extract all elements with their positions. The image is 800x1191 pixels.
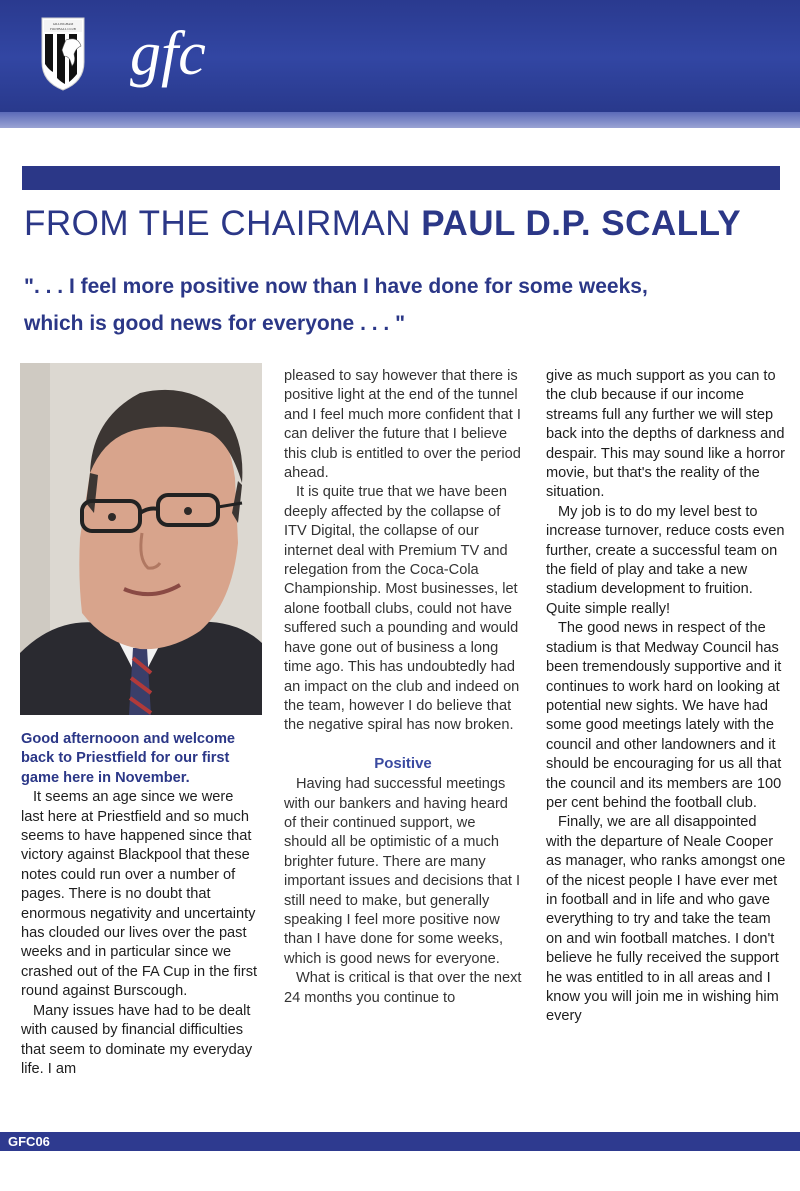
title-name: PAUL D.P. SCALLY (421, 204, 742, 243)
paragraph: Having had successful meetings with our bankers and having heard of their continued support, we should all be optimistic of a much brighter future. There are many important issues and decisions that I still need to make, but generally speaking I feel more positive now than I have done for some weeks, which is good news for everyone. (284, 776, 521, 967)
paragraph: It is quite true that we have been deeply affected by the collapse of ITV Digital, the collapse of our internet deal with Premium TV and relegation from the Coca-Cola Championship. Most businesses, let alone football clubs, could not have suffered such a pounding and would have gone out of business a long time ago. This has undoubtedly had an impact on the club and indeed on the team, however I do believe that the negative spiral has now broken. (284, 484, 520, 734)
section-subheading: Positive (374, 754, 432, 772)
title-prefix: FROM THE CHAIRMAN (24, 204, 422, 243)
paragraph: Many issues have had to be dealt with caused by financial difficulties that seem to dominate my everyday life. I am (21, 1002, 253, 1077)
footer-band (0, 1132, 800, 1151)
club-crest-logo (40, 16, 86, 92)
paragraph: What is critical is that over the next 24 months you continue to (284, 970, 522, 1006)
title-rule (22, 166, 780, 190)
paragraph: give as much support as you can to the club because if our income streams full any further we will step back into the depths of darkness and despair. This may sound like a horror movie, but that's the reality of the situation. (546, 368, 786, 501)
page-title (24, 202, 784, 246)
intro-lead: Good afternooon and welcome back to Priestfield for our first game here in November. (21, 731, 236, 786)
svg-text:FOOTBALL CLUB: FOOTBALL CLUB (50, 27, 76, 31)
page-number: GFC06 (8, 1134, 50, 1149)
gfc-script-logo (128, 14, 248, 96)
chairman-photo (20, 363, 262, 715)
paragraph: My job is to do my level best to increase turnover, reduce costs even further, create a successful team on the field of play and take a new stadium development to fruition. Quite simple really! (546, 503, 785, 617)
portrait-image (20, 363, 262, 715)
svg-text:gfc: gfc (130, 20, 206, 88)
column-3 (546, 367, 786, 1027)
paragraph: It seems an age since we were last here at Priestfield and so much seems to have happened since that victory against Blackpool that these notes could run over a number of pages. There is no doubt that enormous negativity and uncertainty has clouded our lives over the past weeks and in particular since we crashed out of the FA Cup in the first round against Burscough. (21, 789, 258, 1000)
svg-text:GILLINGHAM: GILLINGHAM (52, 22, 74, 26)
column-2 (284, 367, 522, 1008)
quote-line-1: ". . . I feel more positive now than I have done for some weeks, (24, 275, 648, 298)
column-1 (21, 730, 259, 1079)
quote-line-2: which is good news for everyone . . . " (24, 312, 406, 335)
paragraph: The good news in respect of the stadium is that Medway Council has been tremendously supportive and it continues to work hard on looking at potential new sights. We have had some good meetings lately with the council and other landowners and it should be encouraging for us all that the council and its members are 100 per cent behind the football club. (546, 620, 782, 811)
header-band (0, 0, 800, 128)
paragraph: pleased to say however that there is positive light at the end of the tunnel and I feel much more confident that I can deliver the future that I believe this club is entitled to over the period ahead. (284, 368, 521, 482)
pull-quote (24, 268, 774, 342)
paragraph: Finally, we are all disappointed with the departure of Neale Cooper as manager, who ranks amongst one of the nicest people I have ever met in football and in life and who gave everything to try and take the team on and win football matches. I don't believe he fully received the support he was entitled to in all areas and I know you will join me in wishing him every (546, 814, 786, 1025)
